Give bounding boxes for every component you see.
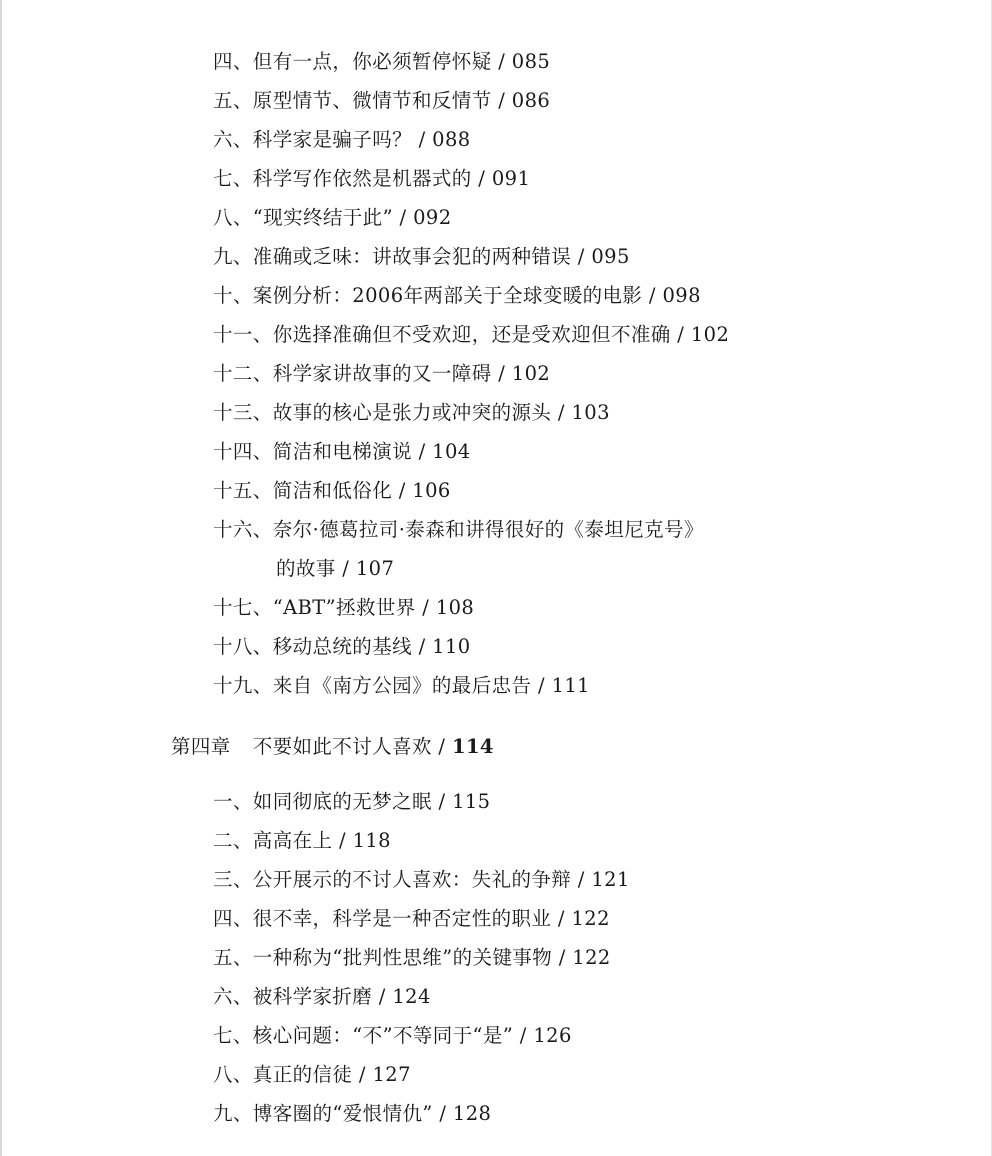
toc-entry: 五、原型情节、微情节和反情节 / 086 bbox=[213, 89, 551, 112]
toc-entry: 四、但有一点，你必须暂停怀疑 / 085 bbox=[213, 50, 551, 73]
toc-entry: 十八、移动总统的基线 / 110 bbox=[213, 635, 471, 658]
toc-entry: 十三、故事的核心是张力或冲突的源头 / 103 bbox=[213, 401, 610, 424]
chapter-heading bbox=[171, 735, 494, 759]
toc-entry: 六、科学家是骗子吗？ / 088 bbox=[213, 128, 471, 151]
toc-entry: 九、博客圈的“爱恨情仇” / 128 bbox=[213, 1102, 492, 1125]
toc-entry: 十四、简洁和电梯演说 / 104 bbox=[213, 440, 471, 463]
toc-entry: 三、公开展示的不讨人喜欢：失礼的争辩 / 121 bbox=[213, 868, 630, 891]
toc-entry: 十一、你选择准确但不受欢迎，还是受欢迎但不准确 / 102 bbox=[213, 323, 730, 346]
toc-entry: 十、案例分析：2006年两部关于全球变暖的电影 / 098 bbox=[213, 284, 701, 307]
toc-entry: 二、高高在上 / 118 bbox=[213, 829, 391, 852]
toc-entry: 五、一种称为“批判性思维”的关键事物 / 122 bbox=[213, 946, 611, 969]
chapter-title: 不要如此不讨人喜欢 / bbox=[252, 735, 452, 758]
toc-entry: 十五、简洁和低俗化 / 106 bbox=[213, 479, 451, 502]
chapter-page-number: 114 bbox=[451, 735, 494, 758]
toc-entry: 四、很不幸，科学是一种否定性的职业 / 122 bbox=[213, 907, 610, 930]
toc-entry: 七、科学写作依然是机器式的 / 091 bbox=[213, 167, 531, 190]
chapter-number: 第四章 bbox=[171, 735, 231, 758]
toc-entry: 十六、奈尔·德葛拉司·泰森和讲得很好的《泰坦尼克号》 bbox=[213, 518, 704, 541]
toc-entry: 一、如同彻底的无梦之眠 / 115 bbox=[213, 790, 491, 813]
toc-entry: 八、真正的信徒 / 127 bbox=[213, 1063, 411, 1086]
toc-entry: 十七、“ABT”拯救世界 / 108 bbox=[213, 596, 475, 619]
toc-entry: 十九、来自《南方公园》的最后忠告 / 111 bbox=[213, 674, 590, 697]
toc-entry: 八、“现实终结于此” / 092 bbox=[213, 206, 452, 229]
toc-entry: 六、被科学家折磨 / 124 bbox=[213, 985, 431, 1008]
toc-entry-continuation: 的故事 / 107 bbox=[276, 557, 395, 580]
toc-entry: 九、准确或乏味：讲故事会犯的两种错误 / 095 bbox=[213, 245, 630, 268]
toc-entry: 七、核心问题：“不”不等同于“是” / 126 bbox=[213, 1024, 572, 1047]
toc-entry: 十二、科学家讲故事的又一障碍 / 102 bbox=[213, 362, 551, 385]
